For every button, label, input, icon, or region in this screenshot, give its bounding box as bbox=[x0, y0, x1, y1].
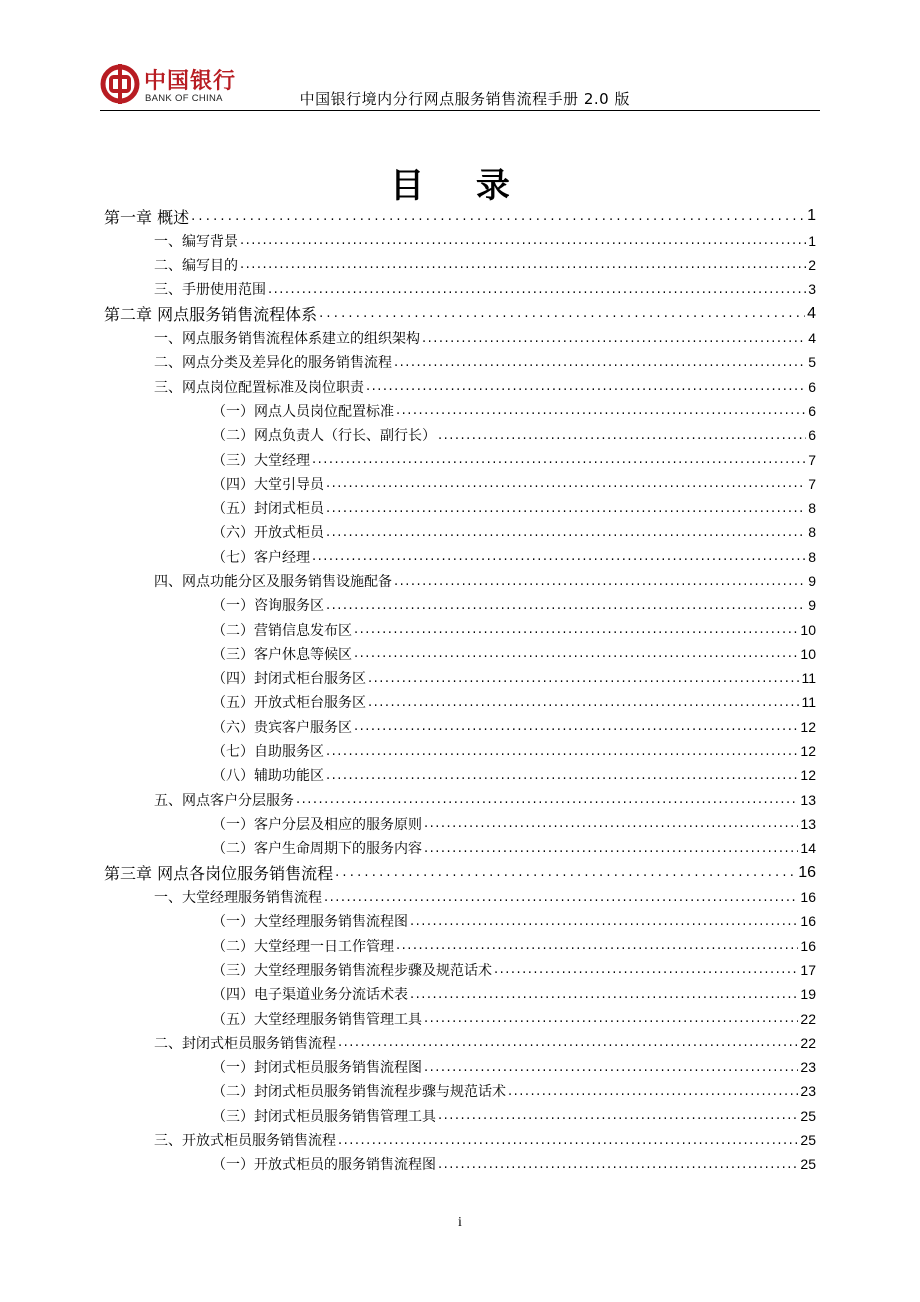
toc-entry-label: （六）开放式柜员 bbox=[212, 525, 324, 542]
toc-dot-leader bbox=[312, 452, 806, 467]
toc-entry-label: （一）封闭式柜员服务销售流程图 bbox=[212, 1060, 422, 1077]
toc-entry-page: 10 bbox=[800, 621, 816, 638]
toc-entry-level-3[interactable] bbox=[104, 958, 816, 982]
toc-entry-level-3[interactable] bbox=[104, 690, 816, 714]
toc-entry-label: （二）营销信息发布区 bbox=[212, 622, 352, 639]
toc-entry-level-2[interactable] bbox=[104, 1031, 816, 1055]
toc-entry-page: 22 bbox=[800, 1034, 816, 1051]
toc-entry-page: 16 bbox=[800, 889, 816, 906]
toc-entry-page: 8 bbox=[808, 548, 816, 565]
toc-entry-page: 6 bbox=[808, 402, 816, 419]
toc-entry-label: （四）大堂引导员 bbox=[212, 476, 324, 493]
toc-entry-label: 三、开放式柜员服务销售流程 bbox=[154, 1133, 336, 1150]
toc-dot-leader bbox=[438, 428, 806, 443]
toc-entry-label: （四）电子渠道业务分流话术表 bbox=[212, 987, 408, 1004]
toc-entry-label: （一）网点人员岗位配置标准 bbox=[212, 403, 394, 420]
toc-dot-leader bbox=[338, 1133, 798, 1148]
toc-entry-label: （七）自助服务区 bbox=[212, 744, 324, 761]
toc-dot-leader bbox=[368, 695, 799, 710]
toc-entry-level-3[interactable] bbox=[104, 399, 816, 423]
toc-entry-level-3[interactable] bbox=[104, 496, 816, 520]
toc-entry-level-3[interactable] bbox=[104, 934, 816, 958]
toc-dot-leader bbox=[338, 1035, 798, 1050]
toc-entry-page: 7 bbox=[808, 451, 816, 468]
toc-dot-leader bbox=[396, 938, 798, 953]
toc-entry-page: 11 bbox=[801, 694, 816, 711]
toc-dot-leader bbox=[410, 987, 798, 1002]
toc-entry-level-3[interactable] bbox=[104, 423, 816, 447]
toc-entry-page: 6 bbox=[808, 427, 816, 444]
toc-entry-page: 17 bbox=[800, 961, 816, 978]
toc-entry-page: 1 bbox=[807, 207, 816, 225]
toc-dot-leader bbox=[354, 622, 798, 637]
toc-entry-label: 一、编写背景 bbox=[154, 233, 238, 250]
toc-dot-leader bbox=[326, 501, 806, 516]
toc-entry-level-2[interactable] bbox=[104, 1128, 816, 1152]
toc-entry-level-3[interactable] bbox=[104, 545, 816, 569]
toc-entry-label: （二）客户生命周期下的服务内容 bbox=[212, 841, 422, 858]
toc-dot-leader bbox=[326, 744, 798, 759]
toc-entry-page: 16 bbox=[798, 863, 816, 881]
toc-dot-leader bbox=[438, 1108, 798, 1123]
toc-entry-level-3[interactable] bbox=[104, 812, 816, 836]
toc-dot-leader bbox=[268, 282, 806, 297]
toc-entry-label: 三、网点岗位配置标准及岗位职责 bbox=[154, 379, 364, 396]
table-of-contents bbox=[104, 204, 816, 1176]
toc-entry-level-3[interactable] bbox=[104, 909, 816, 933]
toc-entry-label: 二、编写目的 bbox=[154, 257, 238, 274]
toc-dot-leader bbox=[319, 306, 805, 321]
toc-entry-page: 11 bbox=[801, 670, 816, 687]
toc-dot-leader bbox=[354, 646, 798, 661]
toc-entry-label: 二、封闭式柜员服务销售流程 bbox=[154, 1035, 336, 1052]
toc-entry-page: 13 bbox=[800, 791, 816, 808]
toc-dot-leader bbox=[508, 1084, 798, 1099]
toc-entry-level-3[interactable] bbox=[104, 715, 816, 739]
toc-dot-leader bbox=[424, 816, 798, 831]
toc-dot-leader bbox=[424, 841, 798, 856]
toc-entry-page: 5 bbox=[808, 354, 816, 371]
toc-entry-level-3[interactable] bbox=[104, 739, 816, 763]
toc-entry-level-2[interactable] bbox=[104, 788, 816, 812]
toc-entry-page: 25 bbox=[800, 1107, 816, 1124]
toc-entry-level-2[interactable] bbox=[104, 326, 816, 350]
toc-entry-page: 25 bbox=[800, 1132, 816, 1149]
toc-entry-label: 一、大堂经理服务销售流程 bbox=[154, 890, 322, 907]
toc-entry-level-1[interactable] bbox=[104, 204, 816, 229]
toc-entry-page: 12 bbox=[800, 718, 816, 735]
toc-entry-page: 2 bbox=[808, 256, 816, 273]
toc-title: 目 录 bbox=[390, 166, 530, 206]
toc-entry-page: 4 bbox=[807, 304, 816, 322]
toc-entry-label: 五、网点客户分层服务 bbox=[154, 792, 294, 809]
toc-entry-label: （三）客户休息等候区 bbox=[212, 646, 352, 663]
toc-entry-label: （三）封闭式柜员服务销售管理工具 bbox=[212, 1108, 436, 1125]
toc-entry-label: （二）封闭式柜员服务销售流程步骤与规范话术 bbox=[212, 1084, 506, 1101]
toc-dot-leader bbox=[240, 233, 806, 248]
toc-dot-leader bbox=[494, 962, 798, 977]
toc-dot-leader bbox=[438, 1157, 798, 1172]
toc-entry-page: 10 bbox=[800, 645, 816, 662]
toc-dot-leader bbox=[410, 914, 798, 929]
header-title: 中国银行境内分行网点服务销售流程手册 2.0 版 bbox=[299, 90, 630, 108]
toc-entry-level-3[interactable] bbox=[104, 1006, 816, 1030]
toc-entry-page: 12 bbox=[800, 743, 816, 760]
toc-entry-page: 23 bbox=[800, 1083, 816, 1100]
toc-entry-page: 25 bbox=[800, 1156, 816, 1173]
toc-entry-level-3[interactable] bbox=[104, 472, 816, 496]
toc-entry-level-1[interactable] bbox=[104, 860, 816, 885]
toc-entry-label: （五）大堂经理服务销售管理工具 bbox=[212, 1011, 422, 1028]
toc-entry-level-2[interactable] bbox=[104, 374, 816, 398]
toc-dot-leader bbox=[324, 890, 798, 905]
toc-entry-level-2[interactable] bbox=[104, 569, 816, 593]
toc-entry-level-3[interactable] bbox=[104, 593, 816, 617]
toc-entry-page: 1 bbox=[808, 232, 816, 249]
toc-dot-leader bbox=[394, 574, 806, 589]
toc-entry-label: （三）大堂经理 bbox=[212, 452, 310, 469]
toc-dot-leader bbox=[326, 768, 798, 783]
toc-entry-page: 13 bbox=[800, 815, 816, 832]
toc-entry-label: 第三章 网点各岗位服务销售流程 bbox=[104, 864, 334, 884]
toc-entry-level-3[interactable] bbox=[104, 1055, 816, 1079]
toc-entry-label: 四、网点功能分区及服务销售设施配备 bbox=[154, 574, 392, 590]
toc-entry-label: （六）贵宾客户服务区 bbox=[212, 719, 352, 736]
toc-entry-level-3[interactable] bbox=[104, 642, 816, 666]
toc-entry-level-3[interactable] bbox=[104, 1104, 816, 1128]
toc-entry-label: （五）封闭式柜员 bbox=[212, 501, 324, 518]
toc-entry-label: （一）开放式柜员的服务销售流程图 bbox=[212, 1157, 436, 1174]
toc-entry-label: （八）辅助功能区 bbox=[212, 768, 324, 785]
toc-dot-leader bbox=[394, 355, 806, 370]
toc-entry-level-3[interactable] bbox=[104, 982, 816, 1006]
toc-dot-leader bbox=[326, 476, 806, 491]
toc-entry-label: （一）大堂经理服务销售流程图 bbox=[212, 914, 408, 931]
toc-dot-leader bbox=[191, 209, 805, 224]
toc-entry-label: （七）客户经理 bbox=[212, 549, 310, 566]
toc-dot-leader bbox=[240, 257, 806, 272]
toc-entry-level-3[interactable] bbox=[104, 520, 816, 544]
toc-entry-page: 8 bbox=[808, 500, 816, 517]
toc-entry-label: 第一章 概述 bbox=[104, 207, 190, 227]
toc-dot-leader bbox=[335, 865, 796, 880]
toc-entry-level-2[interactable] bbox=[104, 253, 816, 277]
toc-entry-label: （一）咨询服务区 bbox=[212, 598, 324, 615]
toc-dot-leader bbox=[296, 792, 798, 807]
toc-entry-label: 三、手册使用范围 bbox=[154, 282, 266, 299]
toc-dot-leader bbox=[422, 331, 806, 346]
toc-dot-leader bbox=[312, 549, 806, 564]
toc-entry-page: 8 bbox=[808, 524, 816, 541]
toc-entry-page: 9 bbox=[808, 597, 816, 614]
toc-entry-level-2[interactable] bbox=[104, 350, 816, 374]
bank-of-china-emblem-icon bbox=[100, 64, 140, 104]
toc-entry-level-3[interactable] bbox=[104, 1079, 816, 1103]
toc-entry-page: 12 bbox=[800, 767, 816, 784]
toc-entry-page: 3 bbox=[808, 281, 816, 298]
toc-dot-leader bbox=[326, 598, 806, 613]
toc-entry-page: 16 bbox=[800, 913, 816, 930]
logo-english-text: BANK OF CHINA bbox=[145, 93, 223, 104]
toc-dot-leader bbox=[326, 525, 806, 540]
bank-logo bbox=[100, 64, 240, 106]
toc-entry-label: 第二章 网点服务销售流程体系 bbox=[104, 305, 318, 325]
toc-entry-label: （三）大堂经理服务销售流程步骤及规范话术 bbox=[212, 962, 492, 979]
toc-entry-level-3[interactable] bbox=[104, 666, 816, 690]
toc-entry-label: 二、网点分类及差异化的服务销售流程 bbox=[154, 355, 392, 372]
toc-entry-level-3[interactable] bbox=[104, 763, 816, 787]
toc-dot-leader bbox=[366, 379, 806, 394]
toc-dot-leader bbox=[424, 1060, 798, 1075]
toc-entry-page: 6 bbox=[808, 378, 816, 395]
toc-entry-level-3[interactable] bbox=[104, 836, 816, 860]
toc-entry-page: 19 bbox=[800, 986, 816, 1003]
toc-entry-level-2[interactable] bbox=[104, 277, 816, 301]
toc-entry-level-3[interactable] bbox=[104, 1152, 816, 1176]
toc-entry-level-3[interactable] bbox=[104, 447, 816, 471]
toc-entry-label: 一、网点服务销售流程体系建立的组织架构 bbox=[154, 331, 420, 348]
toc-entry-page: 22 bbox=[800, 1010, 816, 1027]
toc-entry-page: 9 bbox=[808, 573, 816, 589]
toc-dot-leader bbox=[368, 671, 799, 686]
logo-chinese-text: 中国银行 bbox=[144, 68, 237, 94]
toc-entry-page: 7 bbox=[808, 475, 816, 492]
toc-entry-label: （一）客户分层及相应的服务原则 bbox=[212, 816, 422, 833]
toc-dot-leader bbox=[396, 403, 806, 418]
toc-dot-leader bbox=[354, 719, 798, 734]
toc-entry-label: （五）开放式柜台服务区 bbox=[212, 695, 366, 712]
toc-entry-page: 4 bbox=[808, 330, 816, 347]
page-number: i bbox=[458, 1215, 462, 1230]
toc-entry-page: 23 bbox=[800, 1059, 816, 1076]
toc-entry-level-3[interactable] bbox=[104, 617, 816, 641]
toc-entry-page: 16 bbox=[800, 937, 816, 954]
toc-entry-level-2[interactable] bbox=[104, 885, 816, 909]
page-header bbox=[100, 62, 820, 111]
toc-entry-level-2[interactable] bbox=[104, 229, 816, 253]
toc-entry-page: 14 bbox=[800, 840, 816, 857]
toc-dot-leader bbox=[424, 1011, 798, 1026]
toc-entry-label: （四）封闭式柜台服务区 bbox=[212, 671, 366, 688]
toc-entry-level-1[interactable] bbox=[104, 301, 816, 326]
toc-entry-label: （二）网点负责人（行长、副行长） bbox=[212, 428, 436, 445]
toc-entry-label: （二）大堂经理一日工作管理 bbox=[212, 938, 394, 955]
